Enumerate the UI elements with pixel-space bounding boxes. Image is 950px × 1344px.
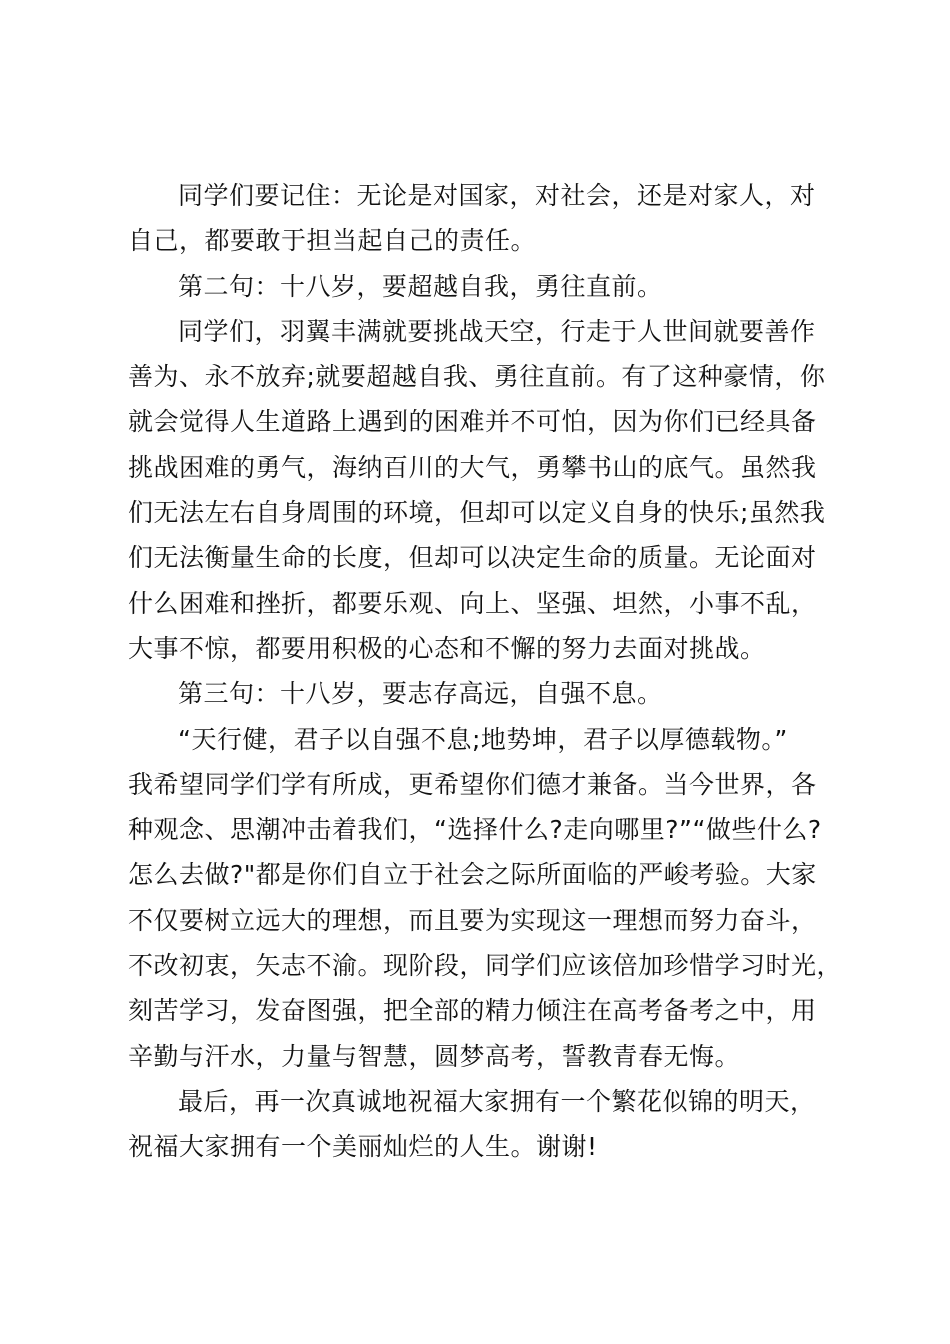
paragraph-line: 善为、永不放弃;就要超越自我、勇往直前。有了这种豪情，你 [128,362,826,392]
paragraph-line: 大事不惊，都要用积极的心态和不懈的努力去面对挑战。 [128,633,766,663]
paragraph-line: 们无法左右自身周围的环境，但却可以定义自身的快乐;虽然我 [128,498,826,528]
paragraph-line: 辛勤与汗水，力量与智慧，圆梦高考，誓教青春无悔。 [128,1041,741,1071]
paragraph-line: 自己，都要敢于担当起自己的责任。 [128,226,537,256]
paragraph-line: 同学们，羽翼丰满就要挑战天空，行走于人世间就要善作 [178,316,816,346]
section-heading-second: 第二句：十八岁，要超越自我，勇往直前。 [178,271,663,301]
paragraph-line: 刻苦学习，发奋图强，把全部的精力倾注在高考备考之中，用 [128,996,817,1026]
section-heading-third: 第三句：十八岁，要志存高远，自强不息。 [178,679,663,709]
paragraph-line: 就会觉得人生道路上遇到的困难并不可怕，因为你们已经具备 [128,407,817,437]
paragraph-line: 我希望同学们学有所成，更希望你们德才兼备。当今世界，各 [128,769,817,799]
paragraph-line: 种观念、思潮冲击着我们，“选择什么?走向哪里?”“做些什么? [128,815,822,845]
paragraph-line: 不改初衷，矢志不渝。现阶段，同学们应该倍加珍惜学习时光， [128,951,843,981]
paragraph-line: 不仅要树立远大的理想，而且要为实现这一理想而努力奋斗， [128,905,817,935]
paragraph-line: 挑战困难的勇气，海纳百川的大气，勇攀书山的底气。虽然我 [128,452,817,482]
document-body [128,173,843,1170]
paragraph-line: 同学们要记住：无论是对国家，对社会，还是对家人，对 [178,181,816,210]
paragraph-line: 什么困难和挫折，都要乐观、向上、坚强、坦然，小事不乱， [128,588,817,618]
closing-line: 最后，再一次真诚地祝福大家拥有一个繁花似锦的明天， [178,1086,816,1116]
paragraph-line: 们无法衡量生命的长度，但却可以决定生命的质量。无论面对 [128,543,817,573]
paragraph-line: “天行健，君子以自强不息;地势坤，君子以厚德载物。” [178,724,788,754]
closing-line: 祝福大家拥有一个美丽灿烂的人生。谢谢! [128,1132,598,1162]
paragraph-line: 怎么去做?"都是你们自立于社会之际所面临的严峻考验。大家 [128,860,817,890]
